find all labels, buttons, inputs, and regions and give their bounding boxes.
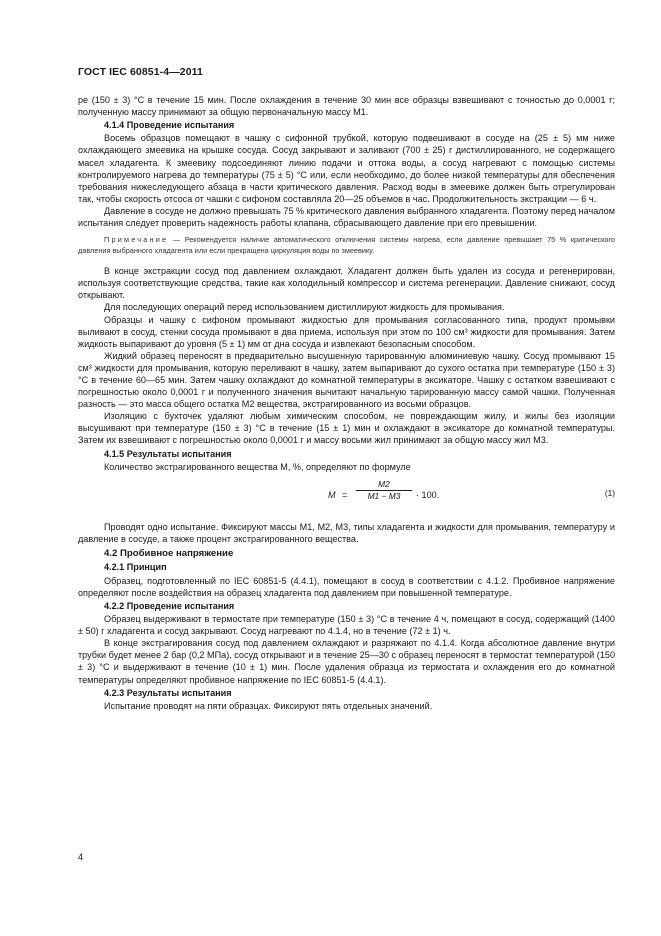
formula-lhs: M xyxy=(328,489,336,500)
paragraph: Давление в сосуде не должно превышать 75 % критического давления выбранного хладагента. Поэтому перед началом испытания следует проверить надежность работы клапана, сбрасывающего давление при его превышении. xyxy=(78,205,615,229)
section-heading-4-1-5: 4.1.5 Результаты испытания xyxy=(104,448,232,459)
paragraph: Испытание проводят на пяти образцах. Фиксируют пять отдельных значений. xyxy=(104,700,433,711)
paragraph: В конце экстракции сосуд под давлением охлаждают. Хладагент должен быть удален из сосуда и регенерирован, используя соответствующие средства, такие как холодильный компрессор и система регенерации. Давление снижают, сосуд открывают. xyxy=(78,266,615,301)
paragraph: Образцы и чашку с сифоном промывают жидкостью для промывания согласованного типа, продукт промывки выливают в сосуд, стенки сосуда промывают в два приема, используя при этом по 100 см³ жидкости для промывания. Затем жидкость выпаривают до уровня (5 ± 1) мм от дна сосуда и извлекают безопасным способом. xyxy=(78,314,615,349)
formula xyxy=(78,475,615,515)
section-heading-4-2-3: 4.2.3 Результаты испытания xyxy=(104,687,232,698)
note-text: — Рекомендуется наличие автоматического отключения системы нагрева, если давление превышает 75 % критического давления выбранного хладагента или если прекращена циркуляция воды по змеевику. xyxy=(78,235,615,255)
section-heading-4-2-2: 4.2.2 Проведение испытания xyxy=(104,600,235,611)
note-label: Примечание xyxy=(104,235,169,245)
section-heading-4-2-1: 4.2.1 Принцип xyxy=(104,562,167,573)
paragraph: Изоляцию с бухточек удаляют любым химическим способом, не повреждающим жилу, и жилы без изоляции высушивают при температуре (150 ± 3) °С в течение (15 ± 1) мин и охлаждают в эксикаторе до комнатной температуры. Затем их взвешивают с погрешностью около 0,0001 г и массу восьми жил принимают за общую массу жил M3. xyxy=(78,411,615,446)
paragraph: Количество экстрагированного вещества M, %, определяют по формуле xyxy=(104,461,411,472)
paragraph-continuation: ре (150 ± 3) °С в течение 15 мин. После охлаждения в течение 30 мин все образцы взвешивают с точностью до 0,0001 г; полученную массу принимают за общую первоначальную массу M1. xyxy=(78,95,615,118)
note xyxy=(78,235,615,256)
formula-numerator: M2 xyxy=(356,479,412,491)
paragraph: В конце экстрагирования сосуд под давлением охлаждают и разряжают по 4.1.4. Когда абсолютное давление внутри трубки будет менее 2 бар (0,2 МПа), сосуд открывают и в течение 25—30 с образец переносят в термостат температурой (150 ± 3) °С и выдерживают в течение (10 ± 1) мин. После удаления образца из термостата и охлаждения его до комнатной температуры определяют пробивное напряжение по IEC 60851-5 (4.4.1). xyxy=(78,638,615,685)
section-heading-4-2: 4.2 Пробивное напряжение xyxy=(104,548,234,560)
page-number: 4 xyxy=(78,852,84,862)
formula-fraction xyxy=(356,479,412,502)
document-header: ГОСТ IEC 60851-4—2011 xyxy=(78,66,203,78)
section-heading-4-1-4: 4.1.4 Проведение испытания xyxy=(104,120,235,131)
paragraph: Образец выдерживают в термостате при температуре (150 ± 3) °С в течение 4 ч, помещают в сосуд, содержащий (1400 ± 50) г хладагента и сосуд закрывают. Сосуд нагревают по 4.1.4, но в течение (72 ± 1) ч. xyxy=(78,614,615,637)
paragraph: Восемь образцов помещают в чашку с сифонной трубкой, которую подвешивают в сосуде на (25 ± 5) мм ниже охлаждающего змеевика на крышке сосуда. Сосуд закрывают и заливают (700 ± 25) г дистиллированного, не содержащего масел хладагента. К змеевику подсоединяют линию подачи и оттока воды, а сосуд нагревают с помощью системы контролируемого нагрева до температуры (75 ± 5) °С или, если необходимо, до более низкой температуры для обеспечения требования нижеследующего абзаца в части критического давления. Расход воды в змеевике должен быть отрегулирован так, чтобы скорость отсоса от чашки с сифоном составляла 20—25 объемов в час. Продолжительность экстракции — 6 ч. xyxy=(78,133,615,204)
document-body xyxy=(78,94,615,712)
paragraph: Для последующих операций перед использованием дистиллируют жидкость для промывания. xyxy=(104,302,505,313)
paragraph: Жидкий образец переносят в предварительно высушенную тарированную алюминиевую чашку. Сосуд промывают 15 см³ жидкости для промывания, которую переливают в чашку, затем выпаривают до сухого остатка при температуре (150 ± 3) °С в течение 60—65 мин. Затем чашку охлаждают до комнатной температуры в эксикаторе. Чашку с остатком взвешивают с погрешностью около 0,0001 г и полученного значения вычитают начальную тарированную массу самой чашки. Полученная разность — это масса общего остатка M2 вещества, экстрагированного из восьми образцов. xyxy=(78,350,615,410)
formula-number: (1) xyxy=(604,487,615,498)
formula-denominator: M1 − M3 xyxy=(367,490,401,501)
formula-multiplier: · 100. xyxy=(416,489,440,500)
paragraph: Проводят одно испытание. Фиксируют массы M1, M2, M3, типы хладагента и жидкости для промывания, температуру и давление в сосуде, а также процент экстрагированного вещества. xyxy=(78,521,615,544)
formula-equals: = xyxy=(342,489,348,500)
paragraph: Образец, подготовленный по IEC 60851-5 (4.4.1), помещают в сосуд в соответствии с 4.1.2. Пробивное напряжение определяют после воздействия на образец хладагента под давлением при повышенной температуре. xyxy=(78,575,615,598)
